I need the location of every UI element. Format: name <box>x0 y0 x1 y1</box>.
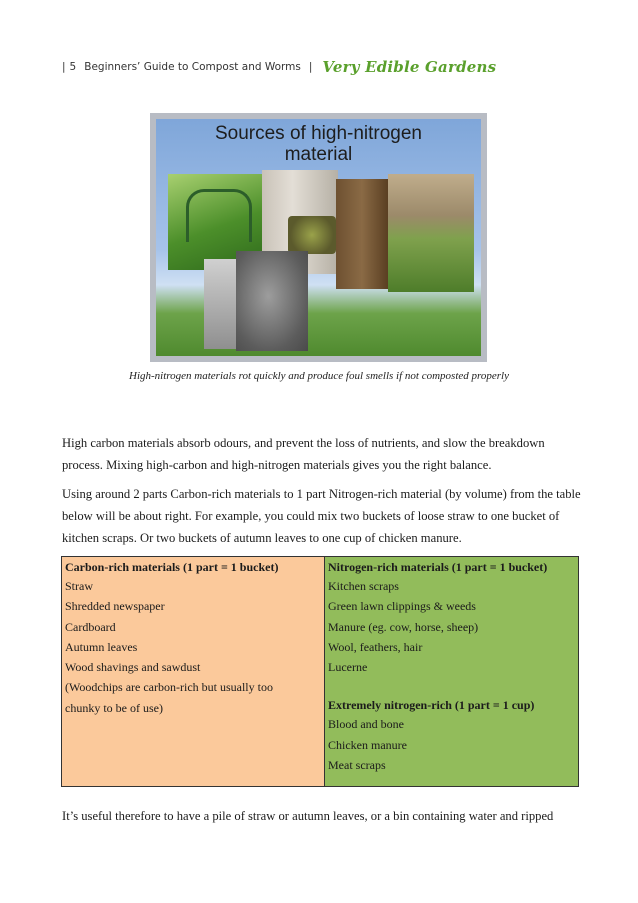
nitrogen-sources-image <box>150 113 487 362</box>
spacer <box>328 677 575 697</box>
list-item: (Woodchips are carbon-rich but usually too <box>65 680 273 695</box>
carbon-header: Carbon-rich materials (1 part = 1 bucket) <box>65 560 279 574</box>
list-item: Shredded newspaper <box>65 599 165 614</box>
nitrogen-column <box>325 557 579 787</box>
table-row <box>62 557 579 787</box>
carbon-column <box>62 557 325 787</box>
image-caption: High-nitrogen materials rot quickly and produce foul smells if not composted properly <box>129 370 509 382</box>
nitrogen-header: Nitrogen-rich materials (1 part = 1 bucket) <box>328 560 548 574</box>
list-item: Manure (eg. cow, horse, sheep) <box>328 619 479 634</box>
list-item: Wool, feathers, hair <box>328 639 423 654</box>
list-item: Wood shavings and sawdust <box>65 660 201 675</box>
list-item: Autumn leaves <box>65 639 138 654</box>
paragraph-storage: It’s useful therefore to have a pile of straw or autumn leaves, or a bin containing water and ripped <box>62 809 554 823</box>
image-title-line1: Sources of high-nitrogen <box>214 123 422 144</box>
elephant-photo <box>236 251 308 351</box>
list-item: Cardboard <box>65 619 116 634</box>
list-item: Chicken manure <box>328 737 407 752</box>
list-item: Meat scraps <box>328 758 386 773</box>
document-title: Beginners’ Guide to Compost and Worms <box>84 61 301 73</box>
paragraph-ratio: Using around 2 parts Carbon-rich materials to 1 part Nitrogen-rich material (by volume) from the table below will be about right. For example, you could mix two buckets of loose straw to one bucket of kitchen scraps. Or two buckets of autumn leaves to one cup of chicken manure. <box>62 487 581 545</box>
list-item: Kitchen scraps <box>328 579 399 593</box>
list-item: Blood and bone <box>328 717 404 732</box>
paragraph-balance: High carbon materials absorb odours, and prevent the loss of nutrients, and slow the breakdown process. Mixing high-carbon and high-nitrogen materials gives you the right balance. <box>62 436 545 472</box>
list-item: Lucerne <box>328 660 368 675</box>
image-title <box>156 123 481 165</box>
mower-handle-shape <box>186 189 252 242</box>
page-number: 5 <box>69 61 77 73</box>
list-item: Straw <box>65 579 93 593</box>
list-item: chunky to be of use) <box>65 700 163 715</box>
compost-bin-photo <box>336 179 388 289</box>
materials-table <box>61 556 579 787</box>
page-header <box>62 58 496 76</box>
image-title-line2: material <box>284 144 353 165</box>
brand-logo: Very Edible Gardens <box>322 58 497 76</box>
header-pipe-2: | <box>308 61 313 73</box>
kitchen-scraps-photo <box>288 216 336 254</box>
image-collage <box>156 119 481 356</box>
extreme-nitrogen-header: Extremely nitrogen-rich (1 part = 1 cup) <box>328 698 535 713</box>
grass-clippings-photo <box>388 174 474 292</box>
header-pipe: | <box>62 61 66 73</box>
list-item: Green lawn clippings & weeds <box>328 599 476 614</box>
